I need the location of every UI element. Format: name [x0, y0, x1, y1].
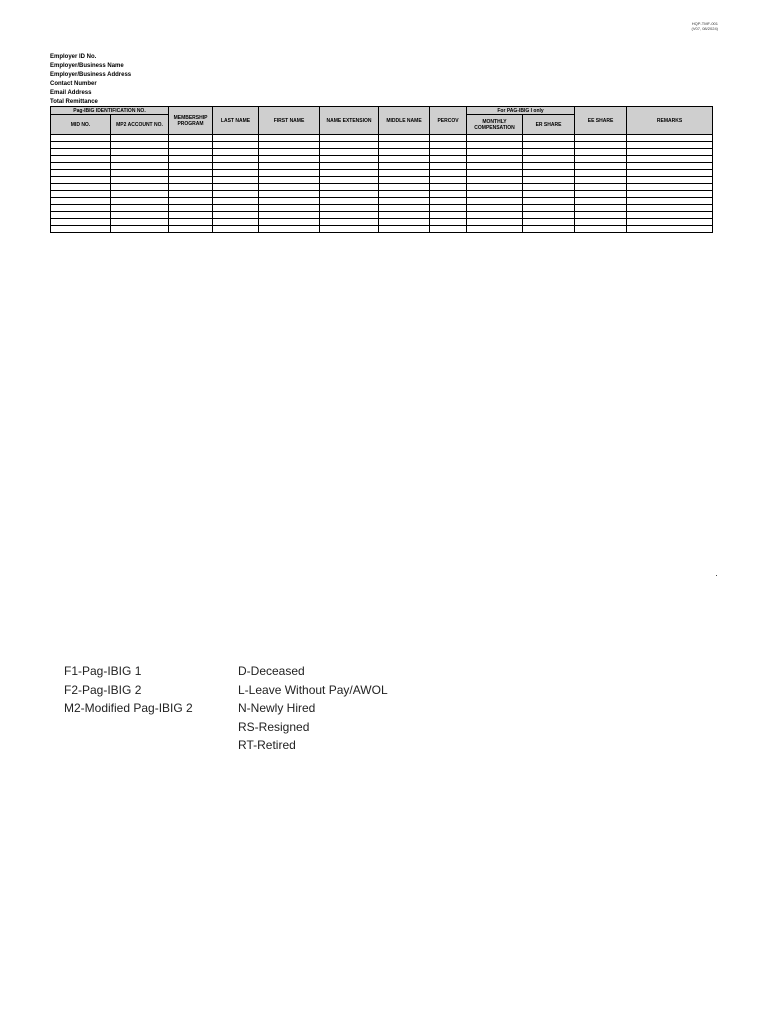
table-group-header-row	[51, 107, 713, 115]
table-cell[interactable]	[467, 177, 523, 184]
table-row	[51, 135, 713, 142]
table-cell[interactable]	[627, 170, 713, 177]
table-cell[interactable]	[430, 142, 467, 149]
table-cell[interactable]	[111, 191, 169, 198]
legend-item-resigned: RS-Resigned	[238, 719, 310, 734]
table-cell[interactable]	[627, 226, 713, 233]
table-cell[interactable]	[379, 191, 430, 198]
table-cell[interactable]	[467, 205, 523, 212]
table-cell[interactable]	[627, 135, 713, 142]
table-cell[interactable]	[467, 163, 523, 170]
table-cell[interactable]	[111, 205, 169, 212]
table-cell[interactable]	[627, 156, 713, 163]
legend-item-retired: RT-Retired	[238, 738, 296, 752]
table-cell[interactable]	[467, 170, 523, 177]
table-cell[interactable]	[467, 212, 523, 219]
table-cell[interactable]	[51, 198, 111, 205]
table-cell[interactable]	[379, 142, 430, 149]
table-cell[interactable]	[575, 212, 627, 219]
table-cell[interactable]	[627, 149, 713, 156]
table-cell[interactable]	[111, 226, 169, 233]
table-cell[interactable]	[259, 184, 320, 191]
table-cell[interactable]	[169, 212, 213, 219]
table-cell[interactable]	[575, 184, 627, 191]
table-cell[interactable]	[467, 142, 523, 149]
table-cell[interactable]	[575, 142, 627, 149]
table-cell[interactable]	[627, 219, 713, 226]
table-cell[interactable]	[379, 170, 430, 177]
table-cell[interactable]	[169, 170, 213, 177]
table-cell[interactable]	[320, 226, 379, 233]
table-row	[51, 198, 713, 205]
table-cell[interactable]	[320, 205, 379, 212]
legend-item-f1: F1-Pag-IBIG 1	[64, 664, 142, 678]
mp2-account-header: MP2 ACCOUNT NO.	[111, 115, 169, 135]
table-cell[interactable]	[259, 170, 320, 177]
table-cell[interactable]	[379, 219, 430, 226]
table-cell[interactable]	[111, 149, 169, 156]
employer-id-label: Employer ID No.	[50, 54, 97, 60]
table-cell[interactable]	[51, 163, 111, 170]
table-cell[interactable]	[169, 198, 213, 205]
table-cell[interactable]	[169, 142, 213, 149]
table-cell[interactable]	[575, 149, 627, 156]
table-cell[interactable]	[111, 212, 169, 219]
table-row	[51, 170, 713, 177]
table-cell[interactable]	[523, 142, 575, 149]
table-cell[interactable]	[111, 184, 169, 191]
table-cell[interactable]	[259, 226, 320, 233]
table-cell[interactable]	[467, 219, 523, 226]
table-cell[interactable]	[379, 177, 430, 184]
remarks-header: REMARKS	[627, 107, 713, 135]
table-cell[interactable]	[51, 135, 111, 142]
monthly-compensation-header: MONTHLY COMPENSATION	[467, 115, 523, 135]
table-cell[interactable]	[379, 226, 430, 233]
table-cell[interactable]	[627, 191, 713, 198]
table-cell[interactable]	[320, 212, 379, 219]
table-cell[interactable]	[320, 135, 379, 142]
table-cell[interactable]	[379, 156, 430, 163]
table-row	[51, 226, 713, 233]
table-cell[interactable]	[259, 212, 320, 219]
name-extension-header: NAME EXTENSION	[320, 107, 379, 135]
table-cell[interactable]	[320, 156, 379, 163]
table-cell[interactable]	[467, 135, 523, 142]
remarks-legend	[238, 662, 388, 755]
table-cell[interactable]	[51, 212, 111, 219]
er-share-header: ER SHARE	[523, 115, 575, 135]
table-cell[interactable]	[430, 226, 467, 233]
table-cell[interactable]	[259, 163, 320, 170]
legend-item-f2: F2-Pag-IBIG 2	[64, 682, 142, 697]
table-cell[interactable]	[213, 135, 259, 142]
table-cell[interactable]	[213, 212, 259, 219]
table-row	[51, 184, 713, 191]
table-cell[interactable]	[213, 170, 259, 177]
table-cell[interactable]	[430, 135, 467, 142]
table-row	[51, 212, 713, 219]
remittance-table	[50, 106, 713, 233]
table-cell[interactable]	[169, 226, 213, 233]
table-cell[interactable]	[111, 142, 169, 149]
table-cell[interactable]	[169, 219, 213, 226]
table-cell[interactable]	[379, 198, 430, 205]
last-name-header: LAST NAME	[213, 107, 259, 135]
table-cell[interactable]	[51, 149, 111, 156]
business-address-label: Employer/Business Address	[50, 72, 132, 78]
table-cell[interactable]	[467, 149, 523, 156]
table-cell[interactable]	[320, 142, 379, 149]
table-cell[interactable]	[627, 177, 713, 184]
table-cell[interactable]	[51, 191, 111, 198]
table-body	[51, 135, 713, 233]
table-row	[51, 156, 713, 163]
table-cell[interactable]	[575, 219, 627, 226]
business-name-label: Employer/Business Name	[50, 63, 124, 69]
table-cell[interactable]	[213, 226, 259, 233]
table-cell[interactable]	[320, 191, 379, 198]
table-cell[interactable]	[627, 205, 713, 212]
table-cell[interactable]	[523, 163, 575, 170]
table-cell[interactable]	[320, 177, 379, 184]
table-cell[interactable]	[169, 191, 213, 198]
table-cell[interactable]	[430, 205, 467, 212]
table-cell[interactable]	[213, 149, 259, 156]
table-cell[interactable]	[523, 170, 575, 177]
stray-mark	[716, 575, 717, 576]
table-cell[interactable]	[169, 149, 213, 156]
table-cell[interactable]	[467, 184, 523, 191]
table-cell[interactable]	[379, 135, 430, 142]
table-cell[interactable]	[169, 184, 213, 191]
table-cell[interactable]	[430, 191, 467, 198]
table-cell[interactable]	[523, 212, 575, 219]
table-cell[interactable]	[523, 226, 575, 233]
total-remittance-label: Total Remittance	[50, 99, 98, 105]
legend-item-leave: L-Leave Without Pay/AWOL	[238, 682, 388, 697]
table-cell[interactable]	[213, 156, 259, 163]
table-cell[interactable]	[430, 212, 467, 219]
table-cell[interactable]	[111, 156, 169, 163]
table-cell[interactable]	[111, 135, 169, 142]
table-cell[interactable]	[259, 219, 320, 226]
table-cell[interactable]	[111, 198, 169, 205]
table-cell[interactable]	[169, 156, 213, 163]
table-cell[interactable]	[213, 177, 259, 184]
table-cell[interactable]	[575, 177, 627, 184]
table-cell[interactable]	[111, 170, 169, 177]
table-cell[interactable]	[213, 191, 259, 198]
table-cell[interactable]	[467, 226, 523, 233]
table-cell[interactable]	[430, 219, 467, 226]
table-row	[51, 219, 713, 226]
table-cell[interactable]	[523, 135, 575, 142]
table-cell[interactable]	[523, 198, 575, 205]
table-cell[interactable]	[111, 177, 169, 184]
table-cell[interactable]	[111, 219, 169, 226]
table-cell[interactable]	[627, 163, 713, 170]
form-code-number: HQP-TMF-001	[691, 21, 718, 26]
ee-share-header: EE SHARE	[575, 107, 627, 135]
contact-number-label: Contact Number	[50, 81, 97, 87]
membership-program-header: MEMBERSHIP PROGRAM	[169, 107, 213, 135]
table-cell[interactable]	[575, 135, 627, 142]
email-address-label: Email Address	[50, 90, 92, 96]
table-cell[interactable]	[627, 184, 713, 191]
table-row	[51, 149, 713, 156]
legend-item-deceased: D-Deceased	[238, 664, 305, 678]
table-cell[interactable]	[575, 226, 627, 233]
table-cell[interactable]	[523, 219, 575, 226]
table-cell[interactable]	[575, 170, 627, 177]
table-cell[interactable]	[627, 212, 713, 219]
table-cell[interactable]	[169, 177, 213, 184]
table-row	[51, 142, 713, 149]
table-cell[interactable]	[51, 226, 111, 233]
table-cell[interactable]	[430, 177, 467, 184]
table-cell[interactable]	[51, 170, 111, 177]
table-cell[interactable]	[575, 156, 627, 163]
table-cell[interactable]	[627, 198, 713, 205]
table-cell[interactable]	[320, 184, 379, 191]
table-row	[51, 177, 713, 184]
table-row	[51, 205, 713, 212]
table-cell[interactable]	[213, 198, 259, 205]
table-cell[interactable]	[51, 177, 111, 184]
legend-item-m2: M2-Modified Pag-IBIG 2	[64, 701, 193, 715]
table-cell[interactable]	[379, 163, 430, 170]
table-cell[interactable]	[213, 184, 259, 191]
table-cell[interactable]	[430, 156, 467, 163]
table-cell[interactable]	[169, 163, 213, 170]
table-cell[interactable]	[523, 149, 575, 156]
mid-no-header: MID NO.	[51, 115, 111, 135]
form-code-version: (V07, 08/2024)	[691, 26, 718, 31]
table-cell[interactable]	[467, 191, 523, 198]
table-cell[interactable]	[575, 198, 627, 205]
table-cell[interactable]	[213, 142, 259, 149]
table-cell[interactable]	[320, 219, 379, 226]
table-cell[interactable]	[259, 198, 320, 205]
employer-info-labels	[50, 53, 131, 107]
table-cell[interactable]	[259, 177, 320, 184]
table-cell[interactable]	[523, 156, 575, 163]
table-cell[interactable]	[259, 142, 320, 149]
table-cell[interactable]	[575, 191, 627, 198]
table-cell[interactable]	[320, 198, 379, 205]
table-cell[interactable]	[320, 170, 379, 177]
table-cell[interactable]	[467, 198, 523, 205]
table-cell[interactable]	[169, 205, 213, 212]
table-cell[interactable]	[379, 184, 430, 191]
percov-header: PERCOV	[430, 107, 467, 135]
pagibig-id-group-header: Pag-IBIG IDENTIFICATION NO.	[51, 107, 169, 115]
table-cell[interactable]	[259, 135, 320, 142]
table-cell[interactable]	[575, 163, 627, 170]
table-cell[interactable]	[51, 219, 111, 226]
pagibig-only-group-header: For PAG-IBIG I only	[467, 107, 575, 115]
table-cell[interactable]	[51, 184, 111, 191]
table-cell[interactable]	[430, 184, 467, 191]
table-cell[interactable]	[430, 198, 467, 205]
table-cell[interactable]	[523, 177, 575, 184]
table-cell[interactable]	[259, 156, 320, 163]
table-row	[51, 191, 713, 198]
table-cell[interactable]	[523, 191, 575, 198]
table-cell[interactable]	[430, 170, 467, 177]
table-cell[interactable]	[51, 142, 111, 149]
table-cell[interactable]	[51, 156, 111, 163]
table-cell[interactable]	[213, 219, 259, 226]
membership-program-legend	[64, 662, 193, 718]
table-cell[interactable]	[320, 149, 379, 156]
table-cell[interactable]	[430, 149, 467, 156]
form-code	[692, 21, 718, 31]
legend-item-newly-hired: N-Newly Hired	[238, 701, 316, 715]
table-cell[interactable]	[430, 163, 467, 170]
table-cell[interactable]	[523, 205, 575, 212]
first-name-header: FIRST NAME	[259, 107, 320, 135]
table-cell[interactable]	[259, 205, 320, 212]
table-cell[interactable]	[169, 135, 213, 142]
middle-name-header: MIDDLE NAME	[379, 107, 430, 135]
table-cell[interactable]	[259, 191, 320, 198]
table-cell[interactable]	[379, 205, 430, 212]
table-cell[interactable]	[627, 142, 713, 149]
table-cell[interactable]	[467, 156, 523, 163]
table-cell[interactable]	[111, 163, 169, 170]
table-cell[interactable]	[379, 149, 430, 156]
table-cell[interactable]	[320, 163, 379, 170]
table-cell[interactable]	[51, 205, 111, 212]
table-cell[interactable]	[213, 205, 259, 212]
table-row	[51, 163, 713, 170]
table-cell[interactable]	[575, 205, 627, 212]
table-cell[interactable]	[213, 163, 259, 170]
table-cell[interactable]	[523, 184, 575, 191]
table-cell[interactable]	[379, 212, 430, 219]
table-cell[interactable]	[259, 149, 320, 156]
